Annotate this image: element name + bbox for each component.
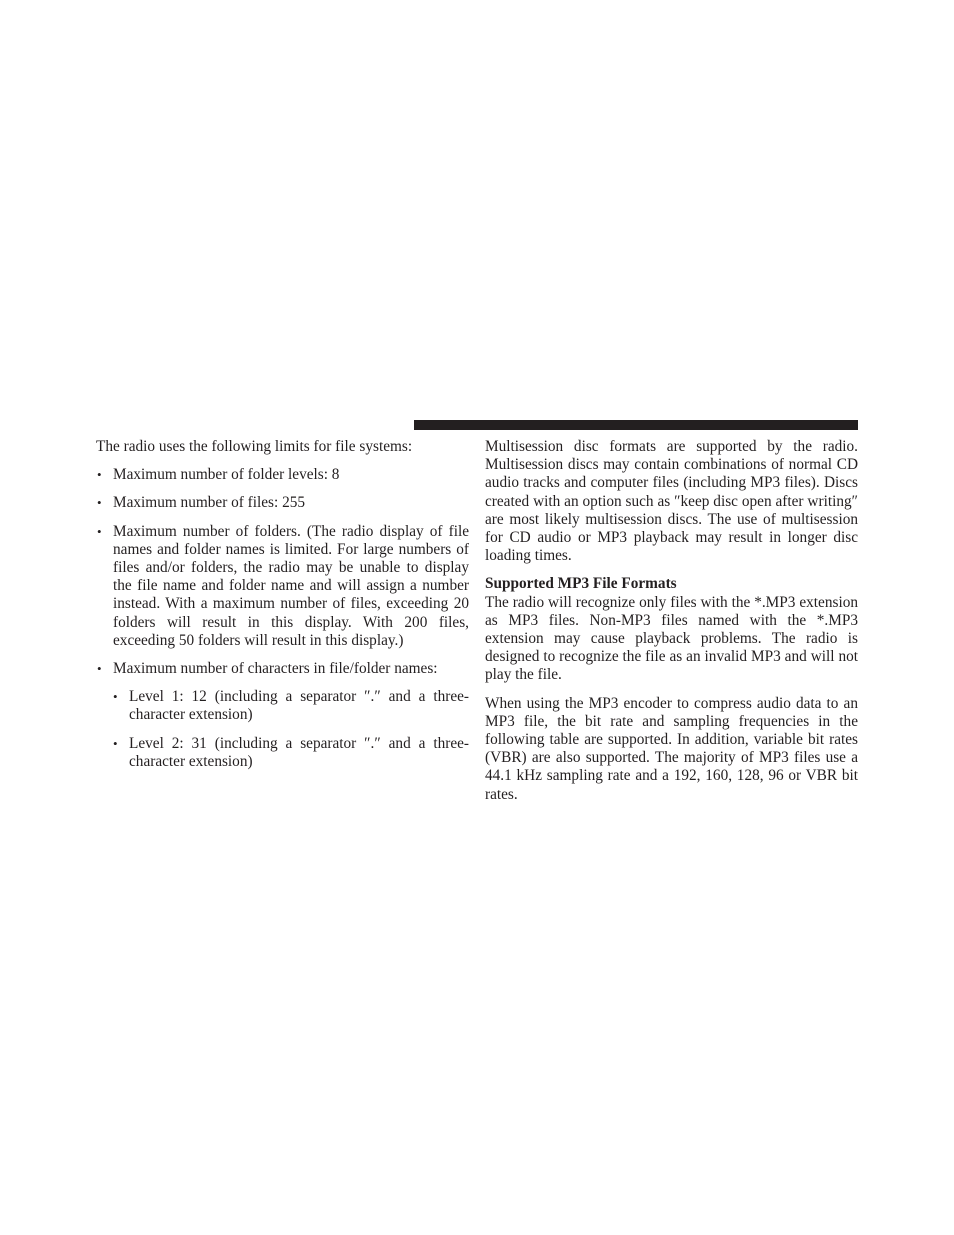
left-column — [96, 438, 469, 781]
mp3-encoder-paragraph: When using the MP3 encoder to compress audio data to an MP3 file, the bit rate and sampling frequencies in the following table are supported. In addition, variable bit rates (VBR) are also supported. The majority of MP3 files use a 44.1 kHz sampling rate and a 192, 160, 128, 96 or VBR bit rates. — [485, 694, 858, 803]
file-system-limits-intro: The radio uses the following limits for file systems: — [96, 438, 413, 455]
limit-folder-levels: • Maximum number of folder levels: 8 — [96, 466, 469, 484]
mp3-extension-paragraph: The radio will recognize only files with the *.MP3 extension as MP3 files. Non-MP3 files named with the *.MP3 extension may cause playback problems. The radio is designed to recognize the file as an invalid MP3 and will not play the file. — [485, 593, 858, 684]
level-1-limit: • Level 1: 12 (including a separator ″.″ and a three-character extension) — [113, 688, 469, 724]
multisession-paragraph: Multisession disc formats are supported by the radio. Multisession discs may contain combinations of normal CD audio tracks and computer files (including MP3 files). Discs created with an option such as ″keep disc open after writing″ are most likely multisession discs. The use of multisession for CD audio or MP3 playback may result in longer disc loading times. — [485, 438, 858, 565]
limit-folders: • Maximum number of folders. (The radio display of file names and folder names is limited. For large numbers of files and/or folders, the radio may be unable to display the file name and folder name and will assign a number instead. With a maximum number of files, exceeding 20 folders will result in this display. With 200 files, exceeding 50 folders will result in this display.) — [96, 523, 469, 650]
character-limits-sublist — [113, 688, 469, 771]
section-header-bar — [414, 420, 858, 430]
limit-files: • Maximum number of files: 255 — [96, 494, 469, 512]
level-2-limit: • Level 2: 31 (including a separator ″.″ and a three-character extension) — [113, 735, 469, 771]
file-system-limits-list — [96, 466, 469, 771]
limit-characters-label: Maximum number of characters in file/folder names: — [113, 660, 438, 678]
section-heading: Supported MP3 File Formats — [485, 575, 677, 593]
right-column — [485, 438, 858, 814]
limit-characters — [96, 660, 469, 771]
